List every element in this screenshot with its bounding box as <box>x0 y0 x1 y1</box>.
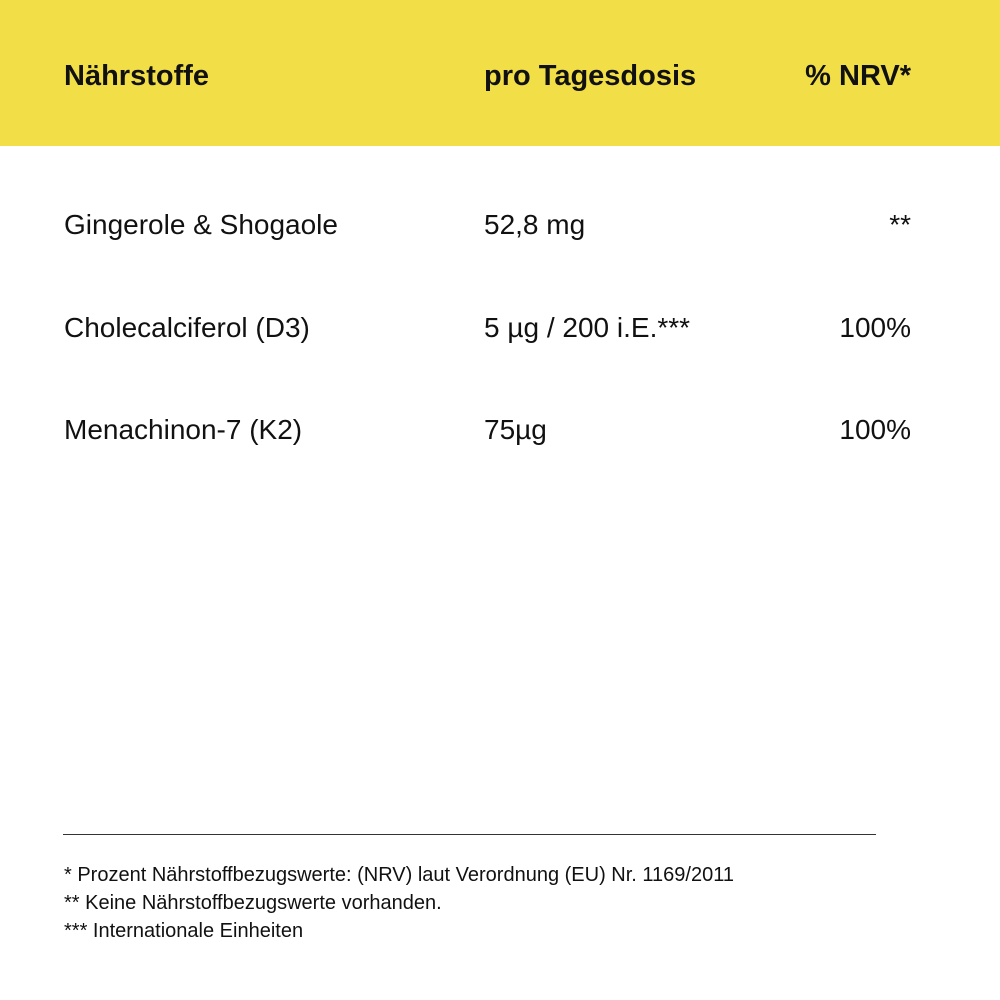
table-row <box>0 410 1000 450</box>
nutrient-nrv: ** <box>889 209 911 240</box>
table-header <box>0 0 1000 146</box>
footnotes <box>64 861 734 945</box>
nutrient-name: Gingerole & Shogaole <box>64 209 338 240</box>
footnote-no-nrv: ** Keine Nährstoffbezugswerte vorhanden. <box>64 892 442 914</box>
footnote-nrv: * Prozent Nährstoffbezugswerte: (NRV) laut Verordnung (EU) Nr. 1169/2011 <box>64 864 734 886</box>
footnote-divider <box>63 834 876 835</box>
nutrient-name: Menachinon-7 (K2) <box>64 414 303 445</box>
header-daily-dose: pro Tagesdosis <box>484 60 697 92</box>
footnote-international-units: *** Internationale Einheiten <box>64 920 304 942</box>
nutrient-nrv: 100% <box>839 312 911 343</box>
nutrient-dose: 5 µg / 200 i.E.*** <box>484 312 691 343</box>
table-row <box>0 205 1000 245</box>
nutrient-dose: 75µg <box>484 414 547 445</box>
header-nrv-percent: % NRV* <box>805 60 911 92</box>
nutrient-name: Cholecalciferol (D3) <box>64 312 310 343</box>
header-nutrients: Nährstoffe <box>64 60 210 92</box>
nutrient-dose: 52,8 mg <box>484 209 586 240</box>
table-row <box>0 308 1000 348</box>
nutrient-nrv: 100% <box>839 414 911 445</box>
